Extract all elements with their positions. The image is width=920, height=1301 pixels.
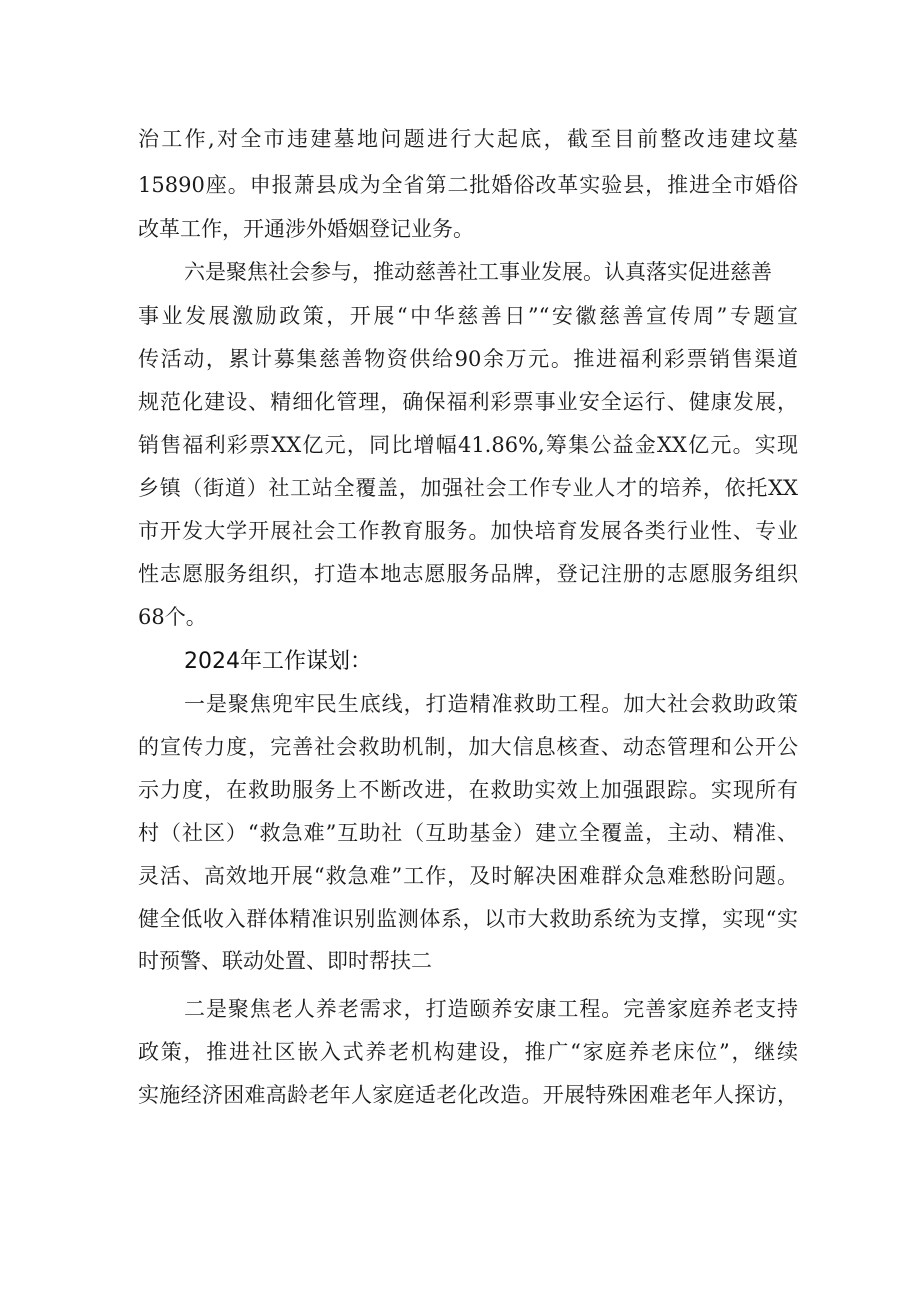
paragraph-line: 68个。 — [138, 605, 207, 629]
paragraph-line: 时预警、联动处置、即时帮扶二 — [138, 949, 432, 973]
paragraph-line: 示力度，在救助服务上不断改进，在救助实效上加强跟踪。实现所有 — [138, 778, 798, 802]
paragraph-line: 村（社区）“救急难”互助社（互助基金）建立全覆盖，主动、精准、 — [138, 821, 798, 845]
section-heading: 2024年工作谋划： — [184, 649, 372, 674]
paragraph-line: 乡镇（街道）社工站全覆盖，加强社会工作专业人才的培养，依托XX — [138, 476, 798, 500]
paragraph-line: 性志愿服务组织，打造本地志愿服务品牌，登记注册的志愿服务组织 — [138, 562, 798, 586]
paragraph-line: 改革工作，开通涉外婚姻登记业务。 — [138, 217, 474, 241]
paragraph-line: 市开发大学开展社会工作教育服务。加快培育发展各类行业性、专业 — [138, 519, 798, 543]
paragraph-line: 政策，推进社区嵌入式养老机构建设，推广“家庭养老床位”，继续 — [138, 1040, 798, 1064]
paragraph-line: 灵活、高效地开展“救急难”工作，及时解决困难群众急难愁盼问题。 — [138, 864, 798, 888]
paragraph-line: 健全低收入群体精准识别监测体系，以市大救助系统为支撑，实现“实 — [138, 907, 798, 931]
paragraph-line: 销售福利彩票XX亿元，同比增幅41.86%,筹集公益金XX亿元。实现 — [138, 433, 798, 457]
paragraph-first-line: 六是聚焦社会参与，推动慈善社工事业发展。认真落实促进慈善 — [184, 260, 772, 284]
paragraph-line: 实施经济困难高龄老年人家庭适老化改造。开展特殊困难老年人探访， — [138, 1083, 798, 1107]
paragraph-line: 传活动，累计募集慈善物资供给90余万元。推进福利彩票销售渠道 — [138, 347, 798, 371]
paragraph-line: 治工作,对全市违建墓地问题进行大起底，截至目前整改违建坟墓 — [138, 127, 798, 151]
paragraph-line: 规范化建设、精细化管理，确保福利彩票事业安全运行、健康发展， — [138, 390, 798, 414]
paragraph-first-line: 二是聚焦老人养老需求，打造颐养安康工程。完善家庭养老支持 — [184, 997, 798, 1021]
paragraph-line: 事业发展激励政策，开展“中华慈善日”“安徽慈善宣传周”专题宣 — [138, 304, 798, 328]
paragraph-line: 的宣传力度，完善社会救助机制，加大信息核查、动态管理和公开公 — [138, 735, 798, 759]
paragraph-line: 15890座。申报萧县成为全省第二批婚俗改革实验县，推进全市婚俗 — [138, 173, 798, 197]
paragraph-first-line: 一是聚焦兜牢民生底线，打造精准救助工程。加大社会救助政策 — [184, 692, 798, 716]
